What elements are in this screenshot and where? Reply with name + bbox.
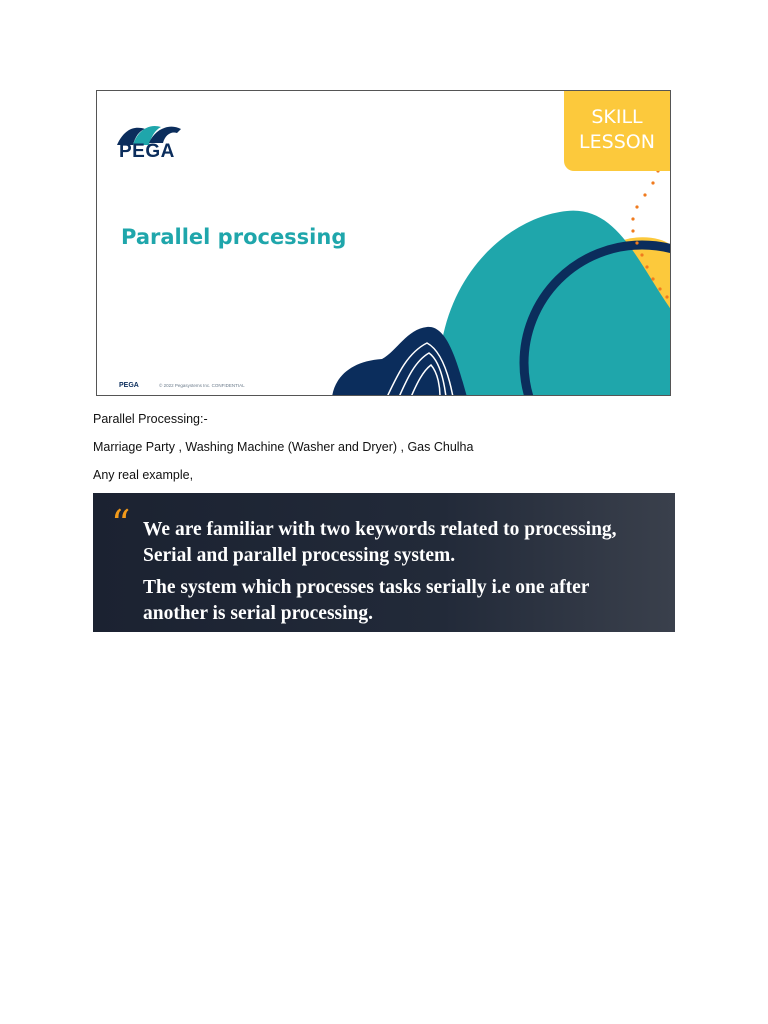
quote-image [93,493,675,632]
skill-lesson-badge [564,91,670,171]
notes-examples: Marriage Party , Washing Machine (Washer and Dryer) , Gas Chulha [93,440,474,454]
badge-line1: SKILL [591,106,643,128]
quote-mark-icon: “ [111,502,131,546]
badge-line2: LESSON [579,131,655,153]
footer-text: © 2022 Pegasystems Inc. CONFIDENTIAL [159,383,245,388]
quote-line-2: Serial and parallel processing system. [143,545,456,566]
notes-heading: Parallel Processing:- [93,412,208,426]
notes-prompt: Any real example, [93,468,194,482]
footer-logo: PEGA [119,382,139,389]
logo-text: PEGA [119,141,175,162]
quote-line-4: another is serial processing. [143,603,374,624]
slide-image [96,90,671,396]
quote-line-1: We are familiar with two keywords related to processing, [143,519,617,540]
slide-title: Parallel processing [121,225,347,249]
quote-line-3: The system which processes tasks serially i.e one after [143,577,590,598]
